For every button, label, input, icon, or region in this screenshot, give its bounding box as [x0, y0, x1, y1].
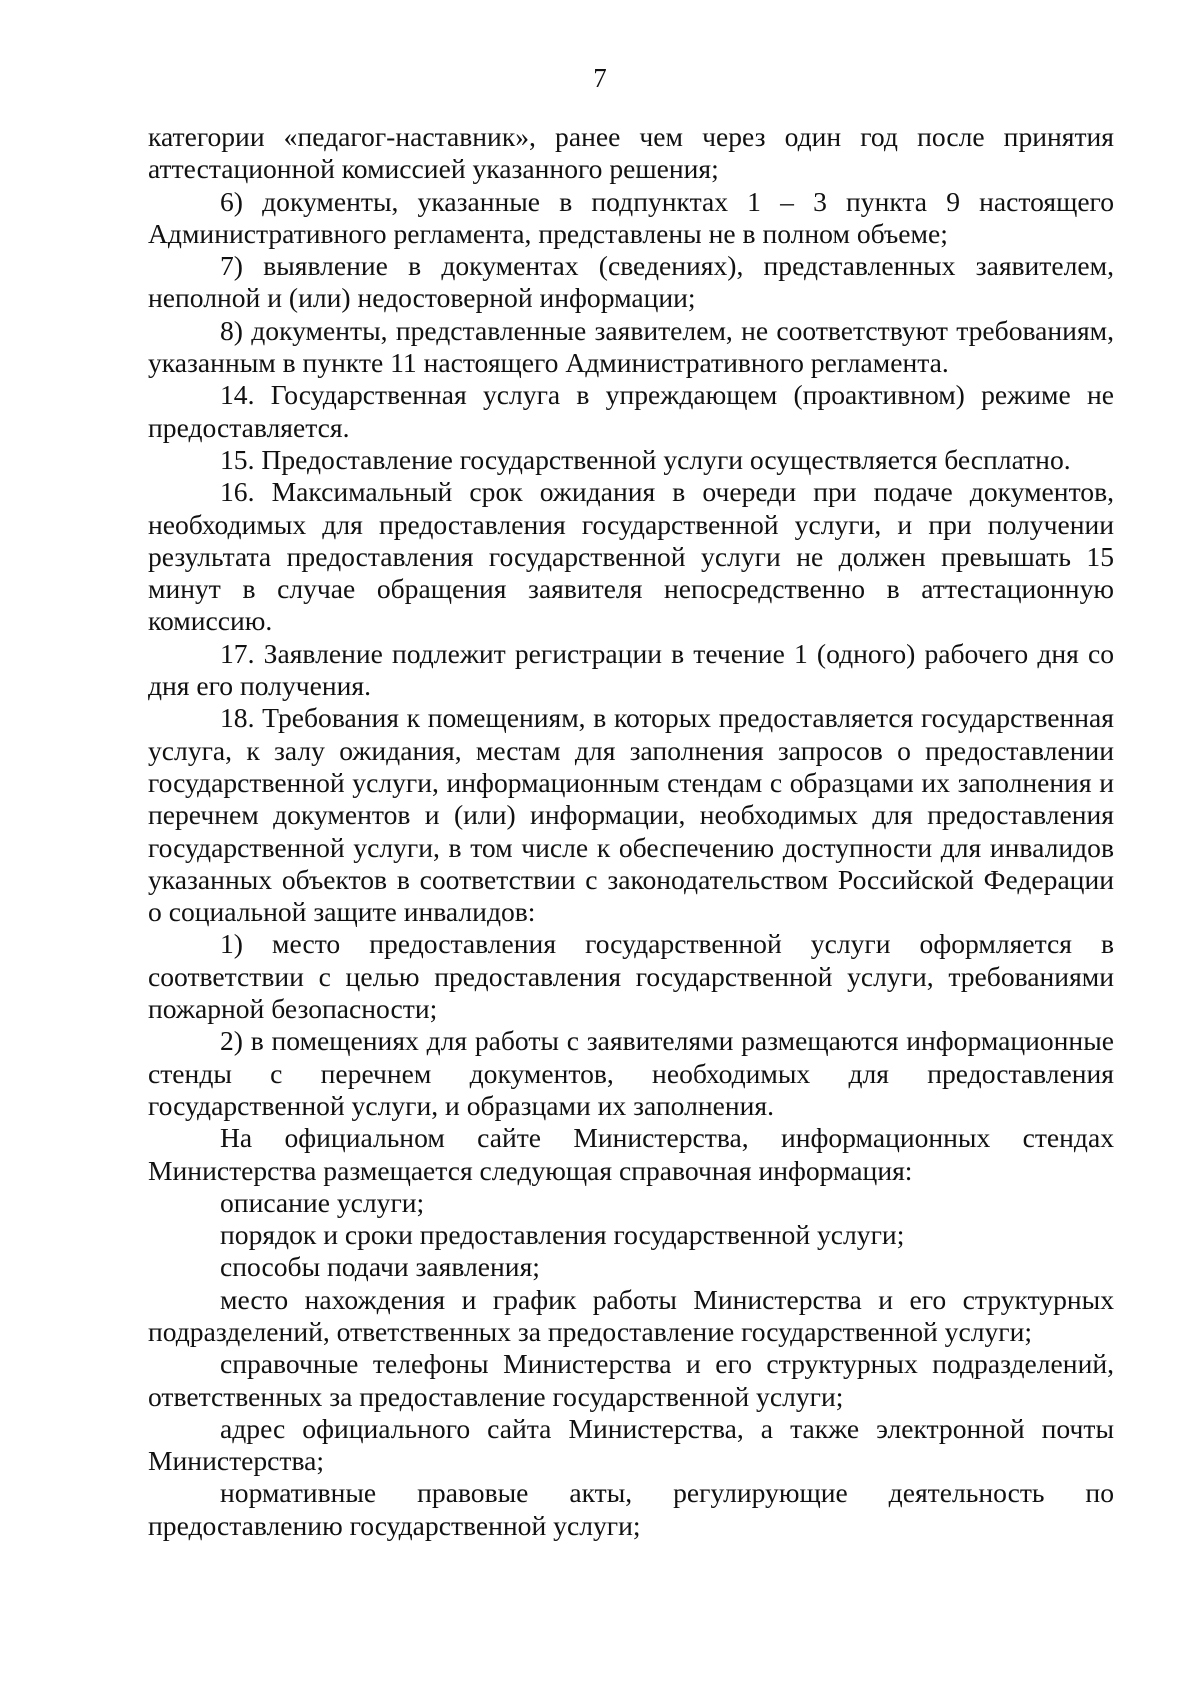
paragraph-info-procedure: порядок и сроки предоставления государственной услуги; — [220, 1219, 905, 1251]
paragraph-item-7: 7) выявление в документах (сведениях), представленных заявителем, неполной и (или) недостоверной информации; — [148, 250, 1114, 314]
paragraph-info-location: место нахождения и график работы Министерства и его структурных подразделений, ответственных за предоставление государственной услуги; — [148, 1283, 1114, 1347]
paragraph-info-website: адрес официального сайта Министерства, а также электронной почты Министерства; — [148, 1412, 1114, 1477]
paragraph-info-phones: справочные телефоны Министерства и его структурных подразделений, ответственных за предоставление государственной услуги; — [148, 1348, 1114, 1412]
paragraph-info-intro: На официальном сайте Министерства, информационных стендах Министерства размещается следующая справочная информация: — [148, 1122, 1114, 1186]
paragraph-clause-16: 16. Максимальный срок ожидания в очереди при подаче документов, необходимых для предоставления государственной услуги, и при получении результата предоставления государственной услуги не должен превышать 15 минут в случае обращения заявителя непосредственно в аттестационную комиссию. — [148, 476, 1114, 637]
paragraph-continuation: категории «педагог-наставник», ранее чем через один год после принятия аттестационной комиссией указанного решения; — [148, 121, 1114, 185]
paragraph-info-regulations: нормативные правовые акты, регулирующие деятельность по предоставлению государственной услуги; — [148, 1477, 1114, 1541]
paragraph-info-submission: способы подачи заявления; — [220, 1251, 540, 1283]
paragraph-subitem-1: 1) место предоставления государственной услуги оформляется в соответствии с целью предоставления государственной услуги, требованиями пожарной безопасности; — [148, 928, 1114, 1025]
document-body — [148, 121, 1114, 1542]
paragraph-clause-17: 17. Заявление подлежит регистрации в течение 1 (одного) рабочего дня со дня его получения. — [148, 637, 1114, 702]
paragraph-clause-14: 14. Государственная услуга в упреждающем (проактивном) режиме не предоставляется. — [148, 379, 1114, 443]
paragraph-clause-15: 15. Предоставление государственной услуги осуществляется бесплатно. — [220, 443, 1071, 475]
page-number: 7 — [593, 63, 607, 93]
paragraph-subitem-2: 2) в помещениях для работы с заявителями размещаются информационные стенды с перечнем документов, необходимых для предоставления государственной услуги, и образцами их заполнения. — [148, 1025, 1114, 1121]
paragraph-info-description: описание услуги; — [220, 1186, 425, 1218]
paragraph-item-8: 8) документы, представленные заявителем, не соответствуют требованиям, указанным в пункте 11 настоящего Административного регламента. — [148, 314, 1114, 379]
paragraph-item-6: 6) документы, указанные в подпунктах 1 – 3 пункта 9 настоящего Административного регламента, представлены не в полном объеме; — [148, 185, 1114, 249]
paragraph-clause-18: 18. Требования к помещениям, в которых предоставляется государственная услуга, к залу ожидания, местам для заполнения запросов о предоставлении государственной услуги, информационным стендам с образцами их заполнения и перечнем документов и (или) информации, необходимых для предоставления государственной услуги, в том числе к обеспечению доступности для инвалидов указанных объектов в соответствии с законодательством Российской Федерации о социальной защите инвалидов: — [148, 702, 1114, 928]
